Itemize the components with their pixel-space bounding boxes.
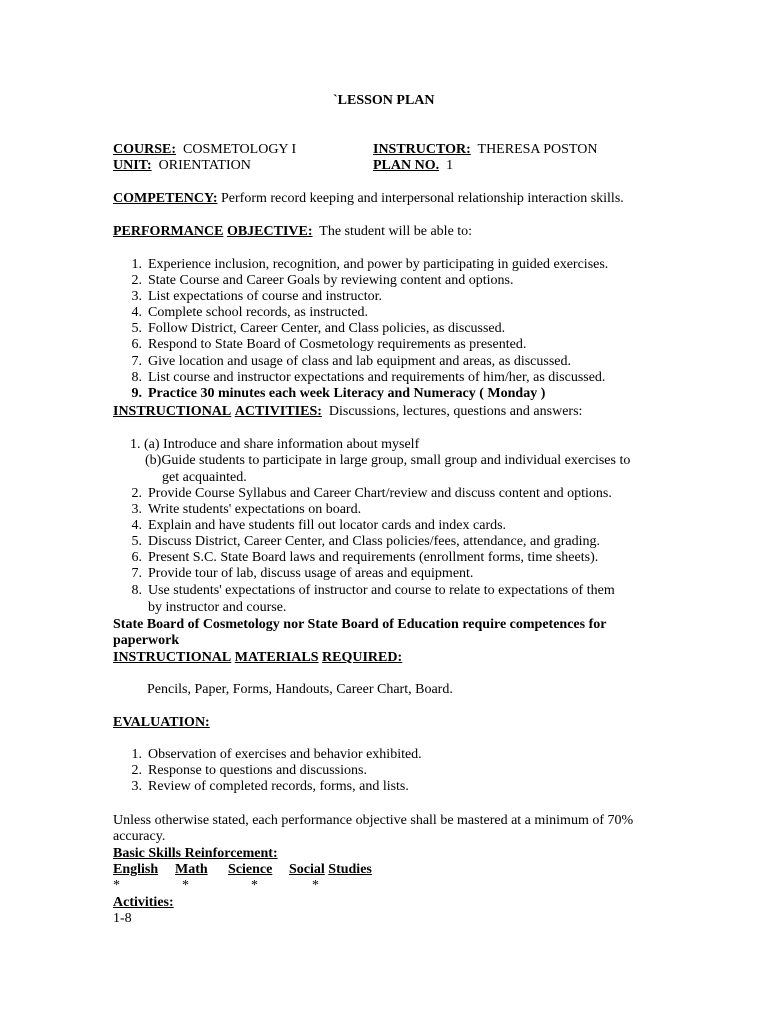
materials-label-3: REQUIRED: bbox=[322, 650, 403, 665]
instructor-value: THERESA POSTON bbox=[477, 142, 598, 157]
list-item: 2. Provide Course Syllabus and Career Chart/review and discuss content and options. bbox=[131, 486, 612, 501]
state-board-note-cont: paperwork bbox=[113, 633, 180, 648]
skill-studies: Studies bbox=[328, 862, 372, 877]
skill-mark-math: * bbox=[182, 878, 189, 893]
list-item: 4. Complete school records, as instructed. bbox=[131, 305, 369, 321]
list-item: 9. Practice 30 minutes each week Literacy and Numeracy ( Monday ) bbox=[131, 385, 546, 401]
list-item: 4. Explain and have students fill out locator cards and index cards. bbox=[131, 518, 507, 534]
skill-mark-science: * bbox=[251, 878, 258, 893]
course-line bbox=[113, 142, 296, 158]
list-item: 3. Review of completed records, forms, and lists. bbox=[131, 779, 409, 795]
mastery-statement-cont: accuracy. bbox=[113, 829, 166, 844]
mastery-statement: Unless otherwise stated, each performance objective shall be mastered at a minimum of 70% bbox=[113, 813, 634, 828]
unit-label: UNIT: bbox=[113, 158, 152, 173]
activities-heading: Activities: bbox=[113, 895, 174, 910]
list-item: 2. Response to questions and discussions. bbox=[131, 763, 367, 779]
list-item: 6. Present S.C. State Board laws and requirements (enrollment forms, time sheets). bbox=[131, 550, 599, 566]
course-label: COURSE: bbox=[113, 142, 177, 157]
competency-text: Perform record keeping and interpersonal relationship interaction skills. bbox=[221, 191, 624, 206]
activities-label: ACTIVITIES: bbox=[234, 404, 322, 419]
activities-value: 1-8 bbox=[113, 911, 132, 926]
unit-line bbox=[113, 158, 251, 174]
activity-item-1b-cont: get acquainted. bbox=[162, 470, 247, 485]
evaluation-list bbox=[124, 747, 422, 795]
list-item: 1. Observation of exercises and behavior exhibited. bbox=[131, 747, 422, 762]
instructor-line bbox=[373, 142, 597, 158]
skill-math: Math bbox=[175, 862, 208, 877]
activity-item-1b: (b)Guide students to participate in large group, small group and individual exercises to bbox=[145, 453, 631, 468]
plan-label: PLAN NO. bbox=[373, 158, 440, 173]
plan-value: 1 bbox=[446, 158, 454, 173]
basic-skills-heading: Basic Skills Reinforcement: bbox=[113, 846, 278, 861]
list-item: 5. Follow District, Career Center, and Class policies, as discussed. bbox=[131, 321, 506, 337]
list-item: 7. Give location and usage of class and lab equipment and areas, as discussed. bbox=[131, 353, 571, 369]
competency-line bbox=[113, 191, 624, 207]
materials-label-2: MATERIALS bbox=[234, 650, 319, 665]
list-item: 1. Experience inclusion, recognition, and power by participating in guided exercises. bbox=[131, 257, 609, 272]
list-item: 3. List expectations of course and instructor. bbox=[131, 289, 383, 305]
skill-mark-social: * bbox=[312, 878, 319, 893]
skill-social: Social bbox=[289, 862, 325, 877]
materials-text: Pencils, Paper, Forms, Handouts, Career Chart, Board. bbox=[147, 682, 453, 697]
activity-item-8-cont: by instructor and course. bbox=[148, 600, 287, 615]
activities-intro: Discussions, lectures, questions and answers: bbox=[328, 404, 583, 419]
skill-science: Science bbox=[228, 862, 273, 877]
list-item: 7. Provide tour of lab, discuss usage of areas and equipment. bbox=[131, 566, 474, 582]
course-value: COSMETOLOGY I bbox=[183, 142, 297, 157]
state-board-note: State Board of Cosmetology nor State Board of Education require competences for bbox=[113, 617, 607, 632]
materials-label-1: INSTRUCTIONAL bbox=[113, 650, 232, 665]
skill-english: English bbox=[113, 862, 159, 877]
list-item: 8. Use students' expectations of instructor and course to relate to expectations of them bbox=[131, 582, 615, 598]
document-title: `LESSON PLAN bbox=[333, 93, 435, 108]
evaluation-heading: EVALUATION: bbox=[113, 715, 210, 730]
objective-label: OBJECTIVE: bbox=[226, 224, 313, 239]
performance-intro: The student will be able to: bbox=[319, 224, 473, 239]
skill-social-studies bbox=[289, 862, 372, 878]
performance-objective-list bbox=[124, 257, 608, 402]
skill-mark-english: * bbox=[113, 878, 120, 893]
list-item: 6. Respond to State Board of Cosmetology requirements as presented. bbox=[131, 337, 527, 353]
list-item: 8. List course and instructor expectations and requirements of him/her, as discussed. bbox=[131, 369, 606, 385]
instructional-materials-heading bbox=[113, 650, 402, 666]
instructional-activities-list bbox=[124, 486, 615, 599]
activity-item-1a: 1. (a) Introduce and share information about myself bbox=[130, 437, 420, 452]
performance-label: PERFORMANCE bbox=[113, 224, 224, 239]
list-item: 5. Discuss District, Career Center, and Class policies/fees, attendance, and grading. bbox=[131, 534, 600, 550]
competency-label: COMPETENCY: bbox=[113, 191, 218, 206]
unit-value: ORIENTATION bbox=[158, 158, 251, 173]
list-item: 2. State Course and Career Goals by reviewing content and options. bbox=[131, 273, 514, 289]
performance-objective-heading bbox=[113, 224, 472, 240]
instructional-label: INSTRUCTIONAL bbox=[113, 404, 232, 419]
instructor-label: INSTRUCTOR: bbox=[373, 142, 471, 157]
instructional-activities-heading bbox=[113, 404, 582, 420]
list-item: 3. Write students' expectations on board. bbox=[131, 502, 362, 518]
plan-line bbox=[373, 158, 453, 174]
